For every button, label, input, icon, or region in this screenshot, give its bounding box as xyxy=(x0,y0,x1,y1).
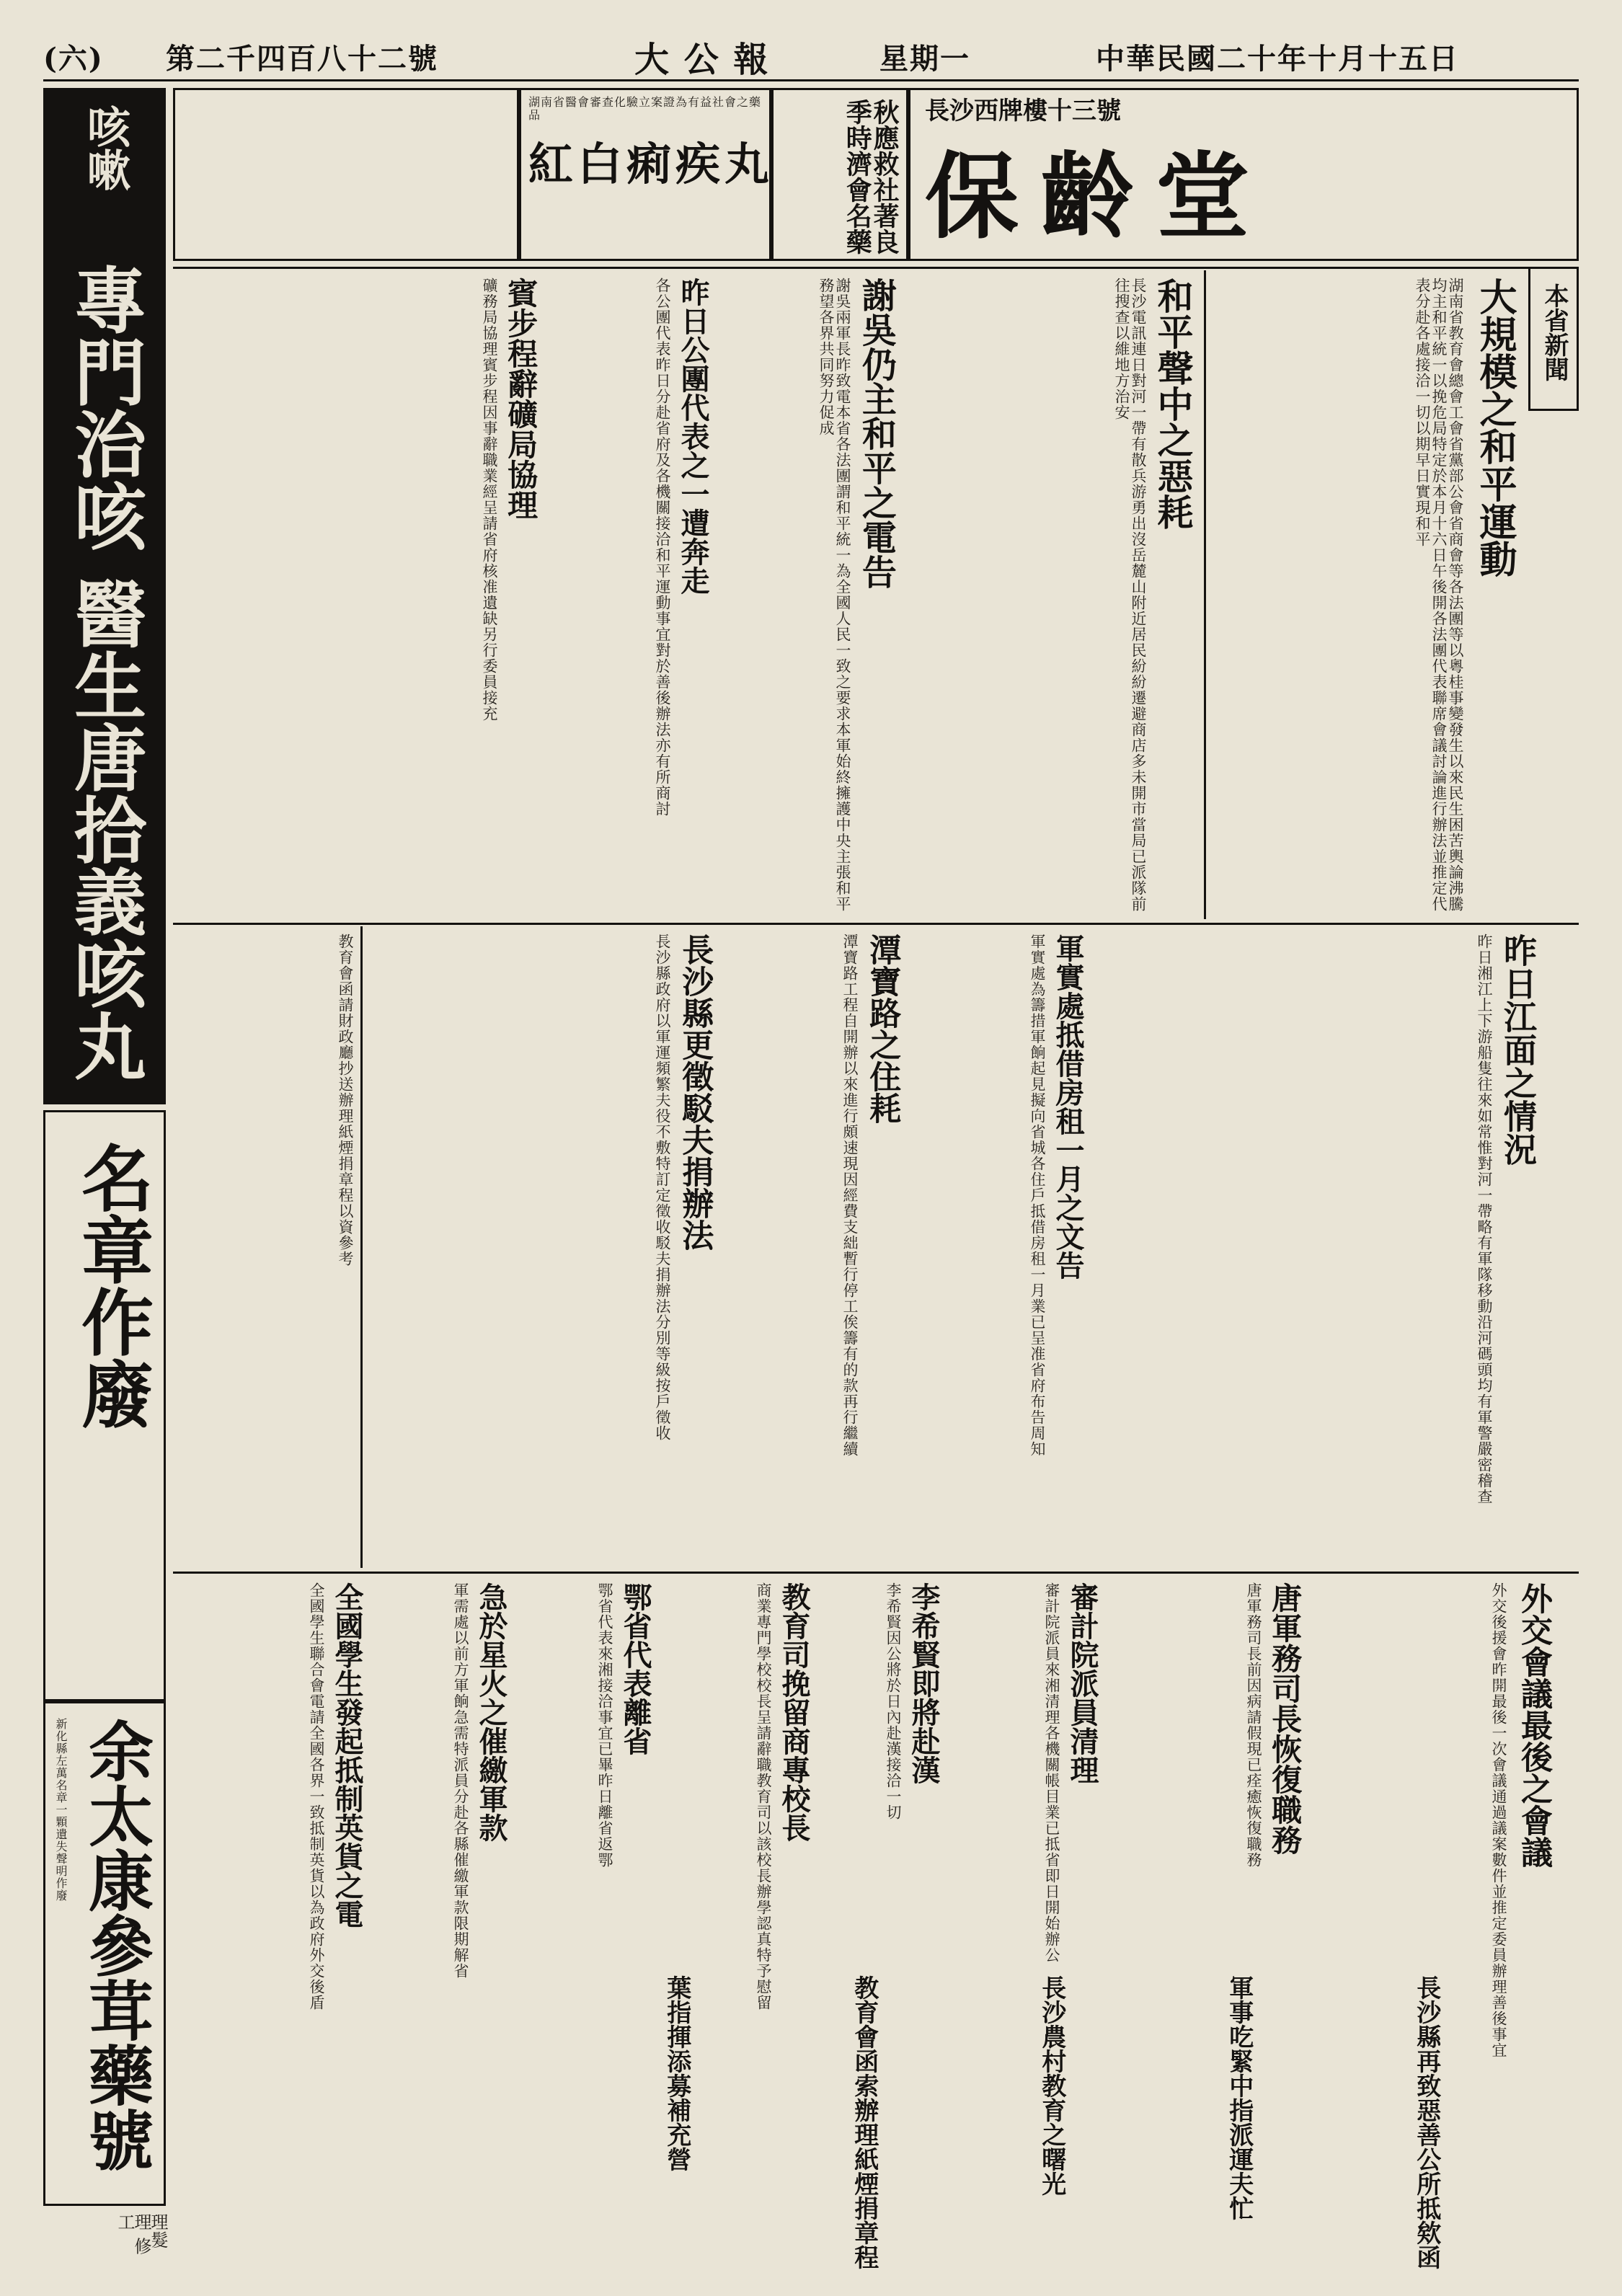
article-title-2: 和平聲中之惡耗 xyxy=(1151,278,1195,530)
pharmacy-slogan: 秋應救社著良季時濟會名藥 xyxy=(842,99,900,254)
small-ads xyxy=(173,88,519,261)
article-title-10: 外交會議最後之會議 xyxy=(1515,1582,1552,1868)
seal-title: 名章作廢 xyxy=(69,1141,154,1430)
issue-number: 第二千四百八十二號 xyxy=(166,42,438,76)
cough-ad-top: 咳嗽 xyxy=(80,105,130,191)
cough-ad xyxy=(43,88,166,1104)
masthead xyxy=(43,29,1579,81)
pill-ad xyxy=(519,88,774,261)
article-body-2: 長沙電訊連日對河一帶有散兵游勇出沒岳麓山附近居民紛紛遷避商店多未開市當局已派隊前往搜查以維地方治安 xyxy=(1113,278,1147,912)
article-body-10: 外交後援會昨開最後一次會議通過議案數件並推定委員辦理善後事宜 xyxy=(1490,1582,1507,2058)
article-title-15: 鄂省代表離省 xyxy=(619,1582,652,1755)
article-title-8: 潭寶路之住耗 xyxy=(864,934,901,1124)
article-body-5: 礦務局協理賓步程因事辭職業經呈請省府核准遺缺另行委員接充 xyxy=(481,278,498,722)
article-title-1: 大規模之和平運動 xyxy=(1473,278,1517,577)
seal-name: 余太康參茸藥號 xyxy=(77,1718,154,2172)
cough-doctor: 專門治咳 醫生唐拾義咳丸 xyxy=(62,263,147,1081)
article-title-7: 軍實處抵借房租一月之文告 xyxy=(1051,934,1085,1280)
seal-ad xyxy=(43,1110,166,1701)
pharmacy-address: 長沙西牌樓十三號 xyxy=(925,97,1121,125)
article-title-4: 昨日公團代表之一遭奔走 xyxy=(676,278,710,595)
article-body-11: 唐軍務司長前因病請假現已痊癒恢復職務 xyxy=(1245,1582,1262,1868)
article-title-16: 急於星火之催繳軍款 xyxy=(474,1582,508,1842)
weekday: 星期一 xyxy=(879,42,970,76)
article-title-6: 昨日江面之情況 xyxy=(1499,934,1538,1166)
article-body-6: 昨日湘江上下游船隻往來如常惟對河一帶略有軍隊移動沿河碼頭均有軍警嚴密稽查 xyxy=(1476,934,1493,1504)
article-body-16: 軍需處以前方軍餉急需特派員分赴各縣催繳軍款限期解省 xyxy=(452,1582,469,1979)
section-label: 本省新聞 xyxy=(1540,283,1569,381)
article-body-8: 潭寶路工程自開辦以來進行頗速現因經費支絀暫行停工俟籌有的款再行繼續 xyxy=(841,934,859,1457)
small-ads-text xyxy=(178,97,510,256)
notice-column: 教育會函請財政廳抄送辦理紙煙捐章程以資參考 xyxy=(337,934,354,1267)
article-body-14: 商業專門學校校長呈請辭職教育司以該校長辦學認真特予慰留 xyxy=(755,1582,772,2011)
article-title-19: 軍事吃緊中指派運夫忙 xyxy=(1224,1975,1254,2220)
article-body-7: 軍實處為籌措軍餉起見擬向省城各住戶抵借房租一月業已呈准省府布告周知 xyxy=(1029,934,1046,1457)
pill-name: 紅白痢疾丸 xyxy=(528,138,774,190)
barber-ad: 理髮 理 修 工 xyxy=(115,2213,168,2256)
article-body-9: 長沙縣政府以軍運頻繁夫役不敷特訂定徵收駁夫捐辦法分別等級按戶徵收 xyxy=(654,934,671,1441)
pharmacy-ad xyxy=(908,88,1579,261)
article-title-14: 教育司挽留商專校長 xyxy=(777,1582,811,1842)
article-body-17: 全國學生聯合會電請全國各界一致抵制英貨以為政府外交後盾 xyxy=(308,1582,325,2011)
page-number: (六) xyxy=(43,42,104,76)
article-body-3: 謝吳兩軍長昨致電本省各法團謂和平統一為全國人民一致之要求本軍始終擁護中央主張和平務望各界共同努力促成 xyxy=(817,278,851,912)
pharmacy-slogan-box xyxy=(771,88,908,261)
date: 中華民國二十年十月十五日 xyxy=(1096,42,1459,76)
article-body-13: 李希賢因公將於日內赴漢接洽一切 xyxy=(885,1582,902,1820)
article-body-1: 湖南省教育會總會工會省黨部公會省商會等各法團等以粵桂事變發生以來民生困苦輿論沸騰均主和平統一以挽危局特定於本月十六日午後開各法團代表聯席會議討論進行辦法並推定代表分赴各處接洽一切以期早日實現和平 xyxy=(1414,278,1464,912)
article-title-3: 謝吳仍主和平之電告 xyxy=(856,278,897,589)
article-body-12: 審計院派員來湘清理各機關帳目業已抵省即日開始辦公 xyxy=(1043,1582,1060,1963)
article-title-12: 審計院派員清理 xyxy=(1065,1582,1099,1784)
article-title-9: 長沙縣更徵駁夫捐辦法 xyxy=(676,934,714,1251)
article-title-17: 全國學生發起抵制英貨之電 xyxy=(330,1582,364,1928)
article-title-5: 賓步程辭礦局協理 xyxy=(503,278,539,520)
seal-note: 新化縣左萬名章一顆遺失聲明作廢 xyxy=(54,1718,68,1902)
newspaper-page xyxy=(43,29,1579,2269)
article-body-15: 鄂省代表來湘接洽事宜已畢昨日離省返鄂 xyxy=(596,1582,613,1868)
pharmacy-name: 保齡堂 xyxy=(925,141,1272,252)
article-title-11: 唐軍務司長恢復職務 xyxy=(1267,1582,1303,1855)
seal-name-box xyxy=(43,1701,166,2206)
article-body-4: 各公團代表昨日分赴省府及各機關接洽和平運動事宜對於善後辦法亦有所商討 xyxy=(654,278,671,817)
pill-desc: 湖南省醫會審查化驗立案證為有益社會之藥品 xyxy=(528,95,762,122)
paper-name: 大 公 報 xyxy=(634,40,770,80)
article-title-20: 長沙農村教育之曙光 xyxy=(1037,1975,1066,2196)
article-title-18: 長沙縣再致惡善公所抵欸函 xyxy=(1412,1975,1441,2269)
article-title-13: 李希賢即將赴漢 xyxy=(907,1582,941,1784)
section-label-box xyxy=(1528,267,1579,411)
article-title-22: 葉指揮添募補充營 xyxy=(662,1975,691,2171)
article-title-21: 教育會函索辦理紙煙捐章程 xyxy=(849,1975,879,2269)
